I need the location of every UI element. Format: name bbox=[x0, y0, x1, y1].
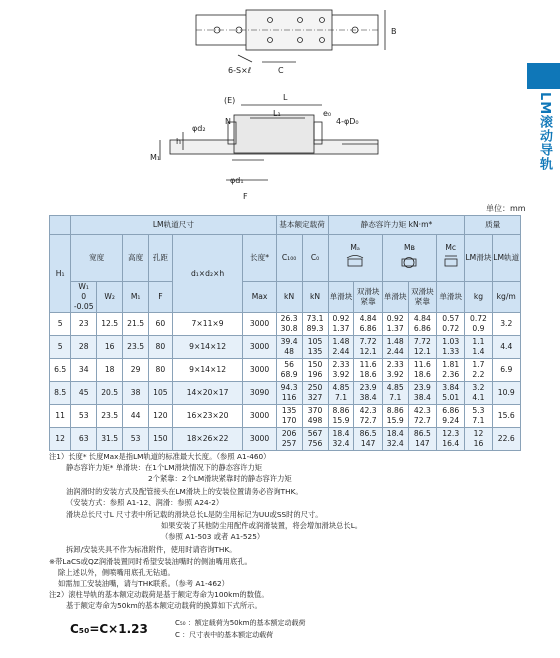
cell-value: 2.33 bbox=[386, 360, 404, 369]
cell-value: 12.1 bbox=[359, 347, 377, 356]
cell-value: 7.1 bbox=[389, 393, 402, 402]
cell-block bbox=[465, 359, 492, 382]
cell-rail: 6.9 bbox=[492, 359, 520, 382]
MA-double-label: 双滑块紧靠 bbox=[356, 287, 380, 306]
note-2: 静态容许力矩* 单滑块：在1个LM滑块情况下的静态容许力矩 bbox=[66, 463, 263, 472]
dim-h: h bbox=[176, 137, 182, 146]
cell-ma1 bbox=[328, 336, 354, 359]
cell-value: 3.2 bbox=[472, 383, 485, 392]
cell-ma2 bbox=[354, 359, 382, 382]
cell-rail: 22.6 bbox=[492, 428, 520, 451]
cell-value: 8.86 bbox=[386, 406, 404, 415]
cell-mb1 bbox=[382, 382, 408, 405]
cell-block bbox=[465, 382, 492, 405]
cell-value: 206 bbox=[281, 429, 297, 438]
cell-w1: 34 bbox=[71, 359, 97, 382]
cell-value: 7.1 bbox=[472, 416, 485, 425]
cell-value: 11.6 bbox=[413, 360, 431, 369]
header-height: 高度 bbox=[123, 235, 149, 282]
header-C100: C₁₀₀ bbox=[276, 235, 302, 282]
cell-value: 9.24 bbox=[442, 416, 460, 425]
cell-c0 bbox=[302, 405, 328, 428]
cell-bolt: 9×14×12 bbox=[172, 359, 243, 382]
cell-value: 1.03 bbox=[442, 337, 460, 346]
cell-value: 18.6 bbox=[413, 370, 431, 379]
cell-mb1 bbox=[382, 405, 408, 428]
header-rail-mass: LM轨道 bbox=[492, 235, 520, 282]
table-row bbox=[50, 405, 521, 428]
note-11: 除上述以外，侧喷嘴用底孔无钻通。 bbox=[58, 568, 175, 577]
cell-f: 105 bbox=[149, 382, 173, 405]
cell-value: 1.48 bbox=[386, 337, 404, 346]
cell-ma2 bbox=[354, 428, 382, 451]
cell-value: 7.1 bbox=[334, 393, 348, 402]
note-9: 拆卸/安装夹具不作为标准附件，使用时请咨询THK。 bbox=[66, 545, 237, 554]
cell-value: 0.92 bbox=[332, 314, 350, 323]
cell-w1: 63 bbox=[71, 428, 97, 451]
cell-mc bbox=[437, 313, 465, 336]
table-row bbox=[50, 359, 521, 382]
header-W1 bbox=[71, 282, 97, 313]
cell-value: 567 bbox=[307, 429, 323, 438]
cell-value: 7.72 bbox=[359, 337, 377, 346]
rail-drawing bbox=[0, 0, 525, 200]
cell-c0 bbox=[302, 359, 328, 382]
cell-value: 257 bbox=[281, 439, 297, 448]
cell-value: 38.4 bbox=[359, 393, 377, 402]
header-W2: W₂ bbox=[97, 282, 123, 313]
cell-value: 370 bbox=[307, 406, 323, 415]
cell-block bbox=[465, 313, 492, 336]
spec-table-body bbox=[50, 313, 521, 451]
dim-e0: e₀ bbox=[323, 109, 332, 118]
MC-label: Mᴄ bbox=[445, 242, 457, 252]
cell-ma2 bbox=[354, 382, 382, 405]
cell-value: 1.37 bbox=[386, 324, 404, 333]
cell-bolt: 9×14×12 bbox=[172, 336, 243, 359]
header-H1: H₁ bbox=[50, 235, 71, 313]
cell-f: 80 bbox=[149, 359, 173, 382]
note-10: ※带LaCS或QZ润滑装置同时希望安装油嘴时的侧油嘴用底孔。 bbox=[49, 557, 252, 566]
cell-value: 26.3 bbox=[280, 314, 298, 323]
cell-value: 2.36 bbox=[442, 370, 460, 379]
cell-value: 170 bbox=[281, 416, 297, 425]
cell-value: 196 bbox=[307, 370, 323, 379]
formula-legend-1: C₅₀ ：额定载荷为50km的基本额定动载荷 bbox=[175, 619, 306, 627]
cell-w2: 31.5 bbox=[97, 428, 123, 451]
cell-value: 3.84 bbox=[442, 383, 460, 392]
MB-double-label: 双滑块紧靠 bbox=[411, 287, 434, 306]
table-row bbox=[50, 313, 521, 336]
cell-bolt: 16×23×20 bbox=[172, 405, 243, 428]
cell-value: 105 bbox=[307, 337, 323, 346]
cell-m1: 23.5 bbox=[123, 336, 149, 359]
cell-len: 3000 bbox=[243, 359, 276, 382]
header-kg: kg bbox=[465, 282, 492, 313]
unit-label: 单位：mm bbox=[486, 204, 526, 213]
cell-value: 1.7 bbox=[472, 360, 485, 369]
header-MA-double bbox=[354, 282, 382, 313]
MA-label: Mₐ bbox=[350, 242, 360, 252]
cell-value: 4.85 bbox=[386, 383, 404, 392]
note-5: （安装方式：参照 A1-12、润滑：参照 A24-2） bbox=[66, 498, 224, 507]
cell-value: 56 bbox=[284, 360, 294, 369]
cell-c100 bbox=[276, 382, 302, 405]
cell-value: 4.84 bbox=[359, 314, 377, 323]
cell-value: 18.6 bbox=[359, 370, 377, 379]
cell-ma1 bbox=[328, 359, 354, 382]
cell-c100 bbox=[276, 359, 302, 382]
cell-bolt: 14×20×17 bbox=[172, 382, 243, 405]
note-6: 滑块总长尺寸L 尺寸表中所记载的滑块总长L是防尘用标记为UU或SS时的尺寸。 bbox=[66, 510, 323, 519]
cell-h1: 11 bbox=[50, 405, 71, 428]
cell-value: 6.86 bbox=[442, 406, 460, 415]
cell-value: 150 bbox=[307, 360, 323, 369]
cell-w1: 45 bbox=[71, 382, 97, 405]
header-M1: M₁ bbox=[123, 282, 149, 313]
cell-block bbox=[465, 336, 492, 359]
cell-ma2 bbox=[354, 313, 382, 336]
cell-len: 3000 bbox=[243, 336, 276, 359]
cell-mc bbox=[437, 405, 465, 428]
dim-D0: 4-φD₀ bbox=[336, 117, 359, 126]
dim-L1: L₁ bbox=[273, 109, 281, 118]
cell-h1: 8.5 bbox=[50, 382, 71, 405]
cell-mc bbox=[437, 382, 465, 405]
dim-holes: 6-S×ℓ bbox=[228, 66, 252, 75]
cell-value: 72.7 bbox=[359, 416, 377, 425]
cell-w1: 23 bbox=[71, 313, 97, 336]
cell-value: 4.85 bbox=[332, 383, 350, 392]
cell-f: 120 bbox=[149, 405, 173, 428]
cell-mc bbox=[437, 336, 465, 359]
cell-value: 147 bbox=[360, 439, 376, 448]
header-static-moment: 静态容许力矩 kN·m* bbox=[328, 216, 465, 235]
cell-value: 12.1 bbox=[413, 347, 431, 356]
cell-value: 42.3 bbox=[413, 406, 431, 415]
cell-value: 48 bbox=[284, 347, 294, 356]
table-row bbox=[50, 428, 521, 451]
cell-h1: 5 bbox=[50, 336, 71, 359]
cell-value: 12.3 bbox=[442, 429, 460, 438]
cell-value: 327 bbox=[307, 393, 323, 402]
cell-m1: 38 bbox=[123, 382, 149, 405]
cell-value: 42.3 bbox=[359, 406, 377, 415]
cell-c100 bbox=[276, 336, 302, 359]
section-tab-accent bbox=[527, 63, 560, 89]
W1-label: W₁ bbox=[78, 282, 89, 291]
MA-moment-icon bbox=[345, 253, 365, 271]
cell-mb2 bbox=[408, 359, 436, 382]
cell-w2: 18 bbox=[97, 359, 123, 382]
cell-value: 756 bbox=[307, 439, 323, 448]
cell-value: 73.1 bbox=[306, 314, 324, 323]
dim-d1: φd₁ bbox=[230, 176, 244, 185]
cell-value: 250 bbox=[307, 383, 323, 392]
cell-mc bbox=[437, 359, 465, 382]
header-pitch: 孔距 bbox=[149, 235, 173, 282]
top-view bbox=[196, 10, 385, 62]
cell-ma1 bbox=[328, 313, 354, 336]
cell-w2: 12.5 bbox=[97, 313, 123, 336]
cell-mb1 bbox=[382, 359, 408, 382]
header-MB bbox=[382, 235, 436, 282]
header-width: 宽度 bbox=[71, 235, 123, 282]
table-row bbox=[50, 336, 521, 359]
cell-value: 23.9 bbox=[413, 383, 431, 392]
note-7: 如果安装了其他防尘用配件或润滑装置，将会增加滑块总长L。 bbox=[161, 521, 363, 530]
cell-mb1 bbox=[382, 313, 408, 336]
header-kgm: kg/m bbox=[492, 282, 520, 313]
MB-label: Mʙ bbox=[403, 242, 415, 252]
cell-value: 0.57 bbox=[442, 314, 460, 323]
cell-c0 bbox=[302, 382, 328, 405]
cell-f: 150 bbox=[149, 428, 173, 451]
note-3: 2个紧靠：2个LM滑块紧靠时的静态容许力矩 bbox=[148, 474, 292, 483]
header-basic-load: 基本额定载荷 bbox=[276, 216, 328, 235]
cell-value: 15.9 bbox=[332, 416, 350, 425]
cell-value: 11.6 bbox=[359, 360, 377, 369]
header-MC-single: 单滑块 bbox=[437, 282, 465, 313]
cell-len: 3000 bbox=[243, 428, 276, 451]
cell-w2: 20.5 bbox=[97, 382, 123, 405]
cell-mb1 bbox=[382, 428, 408, 451]
cell-rail: 4.4 bbox=[492, 336, 520, 359]
cell-value: 1.1 bbox=[472, 337, 485, 346]
cell-m1: 44 bbox=[123, 405, 149, 428]
cell-value: 32.4 bbox=[386, 439, 404, 448]
cell-value: 15.9 bbox=[386, 416, 404, 425]
cell-value: 30.8 bbox=[280, 324, 298, 333]
section-tab-label: LM滚动导轨 bbox=[537, 92, 552, 172]
cell-len: 3090 bbox=[243, 382, 276, 405]
cell-len: 3000 bbox=[243, 405, 276, 428]
header-kN: kN bbox=[276, 282, 302, 313]
dim-C: C bbox=[278, 66, 284, 75]
cell-value: 72.7 bbox=[413, 416, 431, 425]
dim-M1: M₁ bbox=[150, 153, 161, 162]
dim-E: (E) bbox=[224, 96, 236, 105]
cell-value: 94.3 bbox=[280, 383, 298, 392]
cell-value: 0.9 bbox=[472, 324, 485, 333]
cell-f: 80 bbox=[149, 336, 173, 359]
cell-value: 86.5 bbox=[359, 429, 377, 438]
header-MB-double bbox=[408, 282, 436, 313]
dim-L: L bbox=[283, 93, 288, 102]
cell-value: 39.4 bbox=[280, 337, 298, 346]
cell-c0 bbox=[302, 428, 328, 451]
cell-c100 bbox=[276, 313, 302, 336]
note-8: （参照 A1-503 或者 A1-525） bbox=[161, 532, 265, 541]
cell-bolt: 18×26×22 bbox=[172, 428, 243, 451]
header-length: 长度* bbox=[243, 235, 276, 282]
header-kN2: kN bbox=[302, 282, 328, 313]
cell-m1: 29 bbox=[123, 359, 149, 382]
table-row bbox=[50, 382, 521, 405]
formula-legend-2: C ：尺寸表中的基本额定动载荷 bbox=[175, 631, 274, 639]
cell-value: 5.3 bbox=[472, 406, 485, 415]
cell-mb2 bbox=[408, 428, 436, 451]
note-14: 基于额定寿命为50km的基本额定动载荷的换算如下式所示。 bbox=[66, 601, 262, 610]
cell-value: 135 bbox=[307, 347, 323, 356]
cell-value: 3.92 bbox=[332, 370, 350, 379]
header-mass: 质量 bbox=[465, 216, 521, 235]
cell-value: 23.9 bbox=[359, 383, 377, 392]
cell-block bbox=[465, 428, 492, 451]
cell-value: 0.92 bbox=[386, 314, 404, 323]
cell-value: 18.4 bbox=[332, 429, 350, 438]
cell-value: 2.44 bbox=[332, 347, 350, 356]
cell-value: 7.72 bbox=[413, 337, 431, 346]
cell-ma2 bbox=[354, 405, 382, 428]
dim-d2: φd₂ bbox=[192, 124, 206, 133]
header-rail: LM轨道尺寸 bbox=[71, 216, 276, 235]
cell-mb1 bbox=[382, 336, 408, 359]
cell-value: 2.33 bbox=[332, 360, 350, 369]
cell-value: 498 bbox=[307, 416, 323, 425]
cell-value: 1.48 bbox=[332, 337, 350, 346]
cell-value: 18.4 bbox=[386, 429, 404, 438]
cell-w1: 28 bbox=[71, 336, 97, 359]
W1-tol-b: -0.05 bbox=[73, 302, 94, 311]
note-1: 注1）长度* 长度Max是指LM轨道的标准最大长度。（参照 A1-460） bbox=[49, 452, 271, 461]
cell-value: 2.2 bbox=[472, 370, 485, 379]
cell-rail: 10.9 bbox=[492, 382, 520, 405]
header-MA bbox=[328, 235, 382, 282]
spec-table bbox=[49, 215, 521, 451]
dim-B: B bbox=[391, 27, 397, 36]
cell-value: 8.86 bbox=[332, 406, 350, 415]
cell-value: 4.84 bbox=[413, 314, 431, 323]
cell-value: 0.72 bbox=[469, 314, 487, 323]
cell-m1: 53 bbox=[123, 428, 149, 451]
cell-value: 2.44 bbox=[386, 347, 404, 356]
cell-value: 0.72 bbox=[442, 324, 460, 333]
blank-header bbox=[50, 216, 71, 235]
cell-c0 bbox=[302, 313, 328, 336]
header-F: F bbox=[149, 282, 173, 313]
cell-ma1 bbox=[328, 382, 354, 405]
cell-value: 1.81 bbox=[442, 360, 460, 369]
cell-value: 116 bbox=[281, 393, 297, 402]
cell-c0 bbox=[302, 336, 328, 359]
note-13: 注2）滚柱导轨的基本额定动载荷是基于额定寿命为100km的数值。 bbox=[49, 590, 269, 599]
header-bolt: d₁×d₂×h bbox=[172, 235, 243, 313]
cell-value: 6.86 bbox=[413, 324, 431, 333]
header-MC bbox=[437, 235, 465, 282]
cell-value: 86.5 bbox=[413, 429, 431, 438]
cell-c100 bbox=[276, 428, 302, 451]
MB-moment-icon bbox=[399, 253, 419, 271]
cell-block bbox=[465, 405, 492, 428]
cell-w2: 16 bbox=[97, 336, 123, 359]
dim-N: N bbox=[225, 117, 231, 126]
dim-F: F bbox=[243, 192, 248, 200]
cell-mb2 bbox=[408, 313, 436, 336]
cell-c100 bbox=[276, 405, 302, 428]
MC-moment-icon bbox=[442, 253, 460, 271]
cell-value: 5.01 bbox=[442, 393, 460, 402]
formula: C₅₀=C×1.23 bbox=[70, 622, 148, 636]
header-C0: C₀ bbox=[302, 235, 328, 282]
cell-value: 1.4 bbox=[472, 347, 485, 356]
cell-value: 135 bbox=[281, 406, 297, 415]
cell-mb2 bbox=[408, 336, 436, 359]
header-MB-single: 单滑块 bbox=[382, 282, 408, 313]
cell-h1: 5 bbox=[50, 313, 71, 336]
cell-value: 4.1 bbox=[472, 393, 485, 402]
W1-tol-a: 0 bbox=[81, 292, 87, 301]
header-MA-single: 单滑块 bbox=[328, 282, 354, 313]
cell-m1: 21.5 bbox=[123, 313, 149, 336]
cell-value: 6.86 bbox=[359, 324, 377, 333]
technical-drawing bbox=[0, 0, 525, 200]
cell-rail: 15.6 bbox=[492, 405, 520, 428]
cell-ma1 bbox=[328, 405, 354, 428]
cell-mb2 bbox=[408, 405, 436, 428]
cell-w2: 23.5 bbox=[97, 405, 123, 428]
cell-value: 1.33 bbox=[442, 347, 460, 356]
cell-ma1 bbox=[328, 428, 354, 451]
note-4: 油润滑时的安装方式及配管接头在LM滑块上的安装位置请务必咨询THK。 bbox=[66, 487, 303, 496]
cell-value: 32.4 bbox=[332, 439, 350, 448]
cell-value: 89.3 bbox=[306, 324, 324, 333]
cell-value: 1.37 bbox=[332, 324, 350, 333]
cell-f: 60 bbox=[149, 313, 173, 336]
header-Max: Max bbox=[243, 282, 276, 313]
cell-value: 16 bbox=[473, 439, 484, 448]
header-block: LM滑块 bbox=[465, 235, 492, 282]
note-12: 如需加工安装油嘴，请与THK联系。（参考 A1-462） bbox=[58, 579, 229, 588]
cell-len: 3000 bbox=[243, 313, 276, 336]
cell-mb2 bbox=[408, 382, 436, 405]
cell-value: 68.9 bbox=[280, 370, 298, 379]
cell-value: 38.4 bbox=[413, 393, 431, 402]
cell-h1: 12 bbox=[50, 428, 71, 451]
cell-value: 12 bbox=[473, 429, 484, 438]
cell-ma2 bbox=[354, 336, 382, 359]
cell-mc bbox=[437, 428, 465, 451]
cell-w1: 53 bbox=[71, 405, 97, 428]
cell-value: 3.92 bbox=[386, 370, 404, 379]
cell-h1: 6.5 bbox=[50, 359, 71, 382]
cell-value: 147 bbox=[415, 439, 430, 448]
cell-rail: 3.2 bbox=[492, 313, 520, 336]
cell-bolt: 7×11×9 bbox=[172, 313, 243, 336]
cell-value: 16.4 bbox=[442, 439, 460, 448]
